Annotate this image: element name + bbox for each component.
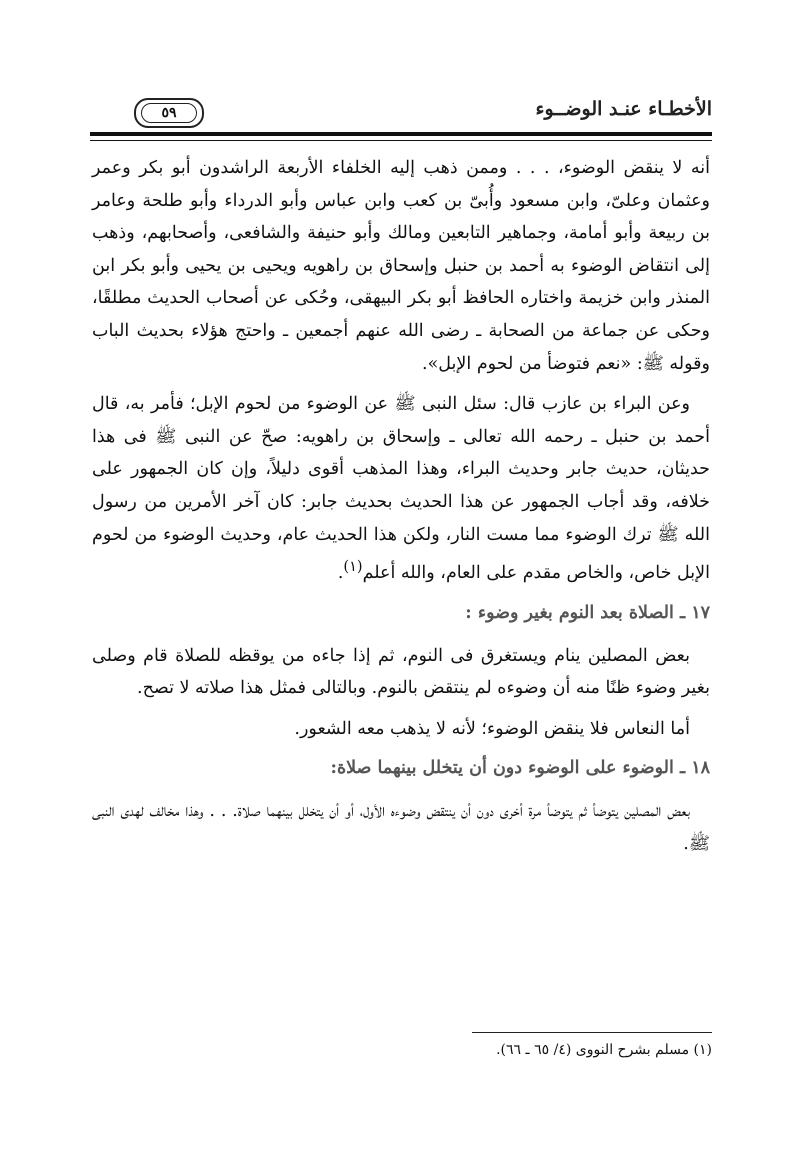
- page-body: [92, 152, 710, 869]
- page-header: [90, 96, 712, 130]
- section-18-paragraph-1: بعض المصلين يتوضأ ثم يتوضأ مرة أخرى دون أن ينتقض وضوءه الأول، أو أن يتخلل بينهما صلاة. . . وهذا مخالف لهدى النبى ﷺ.: [92, 801, 710, 854]
- page-number-badge: [134, 98, 204, 128]
- paragraph-2: وعن البراء بن عازب قال: سئل النبى ﷺ عن الوضوء من لحوم الإبل؛ فأمر به، قال أحمد بن حنبل ـ رحمه الله تعالى ـ وإسحاق بن راهويه: صحّ عن النبى ﷺ فى هذا حديثان، حديث جابر وحديث البراء، وهذا المذهب أقوى دليلاً، وإن كان الجمهور على خلافه، وقد أجاب الجمهور عن هذا الحديث بحديث جابر: كان آخر الأمرين من رسول الله ﷺ ترك الوضوء مما مست النار، ولكن هذا الحديث عام، وحديث الوضوء من لحوم الإبل خاص، والخاص مقدم على العام، والله أعلم$^{(١)}$.: [92, 394, 710, 583]
- section-17-paragraph-1: بعض المصلين ينام ويستغرق فى النوم، ثم إذا جاءه من يوقظه للصلاة قام وصلى بغير وضوء ظنًا منه أن وضوءه لم ينتقض بالنوم. وبالتالى فمثل هذا صلاته لا تصح.: [92, 645, 710, 699]
- footnote-rule: [472, 1032, 712, 1033]
- paragraph-1: أنه لا ينقض الوضوء، . . . وممن ذهب إليه الخلفاء الأربعة الراشدون أبو بكر وعمر وعثمان وعلىّ، وابن مسعود وأُبىّ بن كعب وابن عباس وأبو الدرداء وأبو طلحة وعامر بن ربيعة وأبو أمامة، وجماهير التابعين ومالك وأبو حنيفة والشافعى، وأصحابهم، وذهب إلى انتقاض الوضوء به أحمد بن حنبل وإسحاق بن راهويه ويحيى بن يحيى وأبو بكر ابن المنذر وابن خزيمة واختاره الحافظ أبو بكر البيهقى، وحُكى عن أصحاب الحديث مطلقًا، وحكى عن جماعة من الصحابة ـ رضى الله عنهم أجمعين ـ واحتج هؤلاء بحديث الباب وقوله ﷺ: «نعم فتوضأ من لحوم الإبل».: [92, 158, 710, 374]
- paragraph-2-text: وعن البراء بن عازب قال: سئل النبى ﷺ عن الوضوء من لحوم الإبل؛ فأمر به، قال أحمد بن حنبل ـ رحمه الله تعالى ـ وإسحاق بن راهويه: صحّ عن النبى ﷺ فى هذا حديثان، حديث جابر وحديث البراء، وهذا المذهب أقوى دليلاً، وإن كان الجمهور على خلافه، وقد أجاب الجمهور عن هذا الحديث بحديث جابر: كان آخر الأمرين من رسول الله ﷺ ترك الوضوء مما مست النار، ولكن هذا الحديث عام، وحديث الوضوء من لحوم الإبل خاص، والخاص مقدم على العام، والله أعلم: [92, 394, 710, 583]
- section-17-heading: ١٧ ـ الصلاة بعد النوم بغير وضوء :: [465, 602, 710, 623]
- header-rule-thin: [90, 140, 712, 141]
- footnote-marker: (١): [343, 558, 363, 576]
- page-number: ٥٩: [141, 103, 197, 123]
- section-18-heading: ١٨ ـ الوضوء على الوضوء دون أن يتخلل بينهما صلاة:: [330, 758, 710, 779]
- running-title: الأخطـاء عنـد الوضــوء: [535, 98, 712, 120]
- header-rule-thick: [90, 132, 712, 136]
- footnote: (١) مسلم بشرح النووى (٤/ ٦٥ ـ ٦٦).: [496, 1042, 712, 1058]
- section-17-paragraph-2: أما النعاس فلا ينقض الوضوء؛ لأنه لا يذهب معه الشعور.: [294, 718, 690, 739]
